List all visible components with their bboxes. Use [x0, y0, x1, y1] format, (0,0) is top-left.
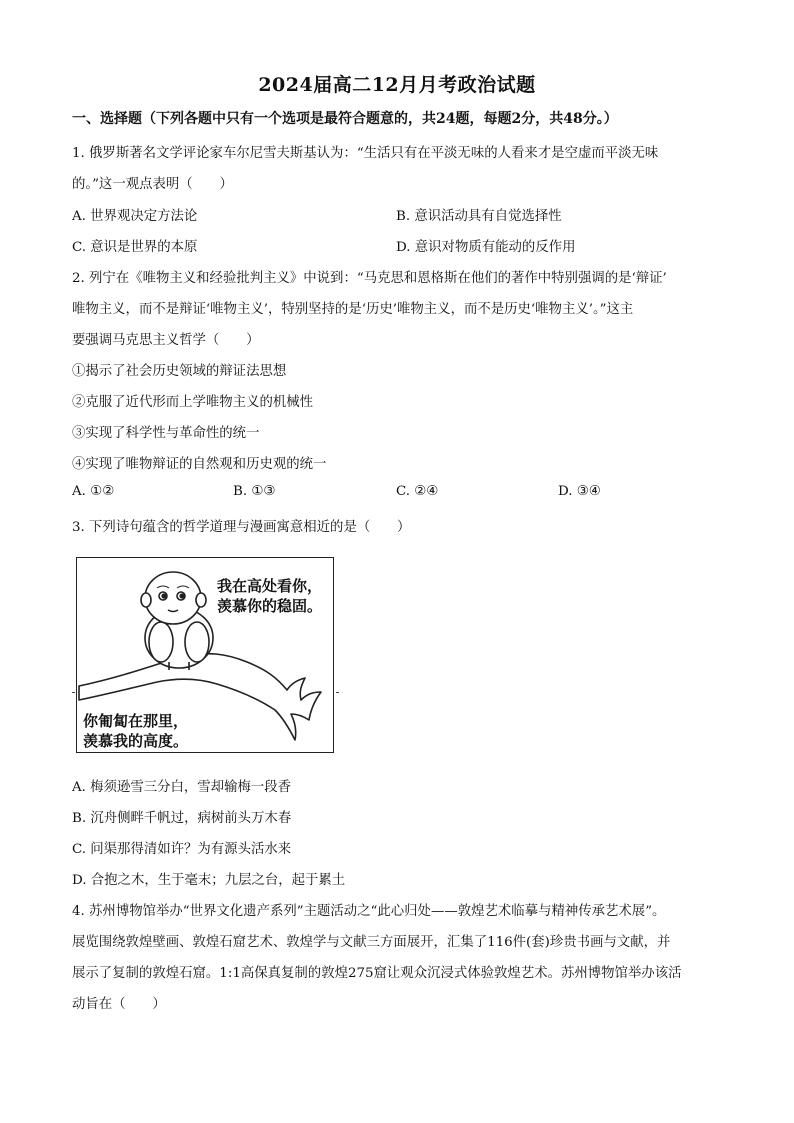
- q3-stem: 3. 下列诗句蕴含的哲学道理与漫画寓意相近的是（ ）: [72, 520, 411, 535]
- q2-option-c: C. ②④: [396, 484, 439, 499]
- q3-option-c: C. 问渠那得清如许？为有源头活水来: [72, 842, 292, 857]
- baby-figure: [141, 572, 213, 670]
- q1-option-c: C. 意识是世界的本原: [72, 240, 198, 255]
- q2-stem-line-3: 要强调马克思主义哲学（ ）: [72, 333, 260, 348]
- q4-stem-line-3: 展示了复制的敦煌石窟。1:1高保真复制的敦煌275窟让观众沉浸式体验敦煌艺术。苏州博物馆举办该活: [72, 966, 682, 981]
- q1-option-a: A. 世界观决定方法论: [72, 209, 198, 224]
- q2-item-3: ③实现了科学性与革命性的统一: [72, 426, 260, 441]
- q1-stem-line-1: 1. 俄罗斯著名文学评论家车尔尼雪夫斯基认为：“生活只有在平淡无味的人看来才是空虚而平淡无味: [72, 146, 659, 161]
- cartoon-top-text-line-2: 羡慕你的稳固。: [217, 597, 323, 615]
- q2-option-d: D. ③④: [558, 484, 601, 499]
- q2-item-4: ④实现了唯物辩证的自然观和历史观的统一: [72, 457, 327, 472]
- q3-option-b: B. 沉舟侧畔千帆过，病树前头万木春: [72, 811, 292, 826]
- q1-option-d: D. 意识对物质有能动的反作用: [396, 240, 576, 255]
- q3-option-d: D. 合抱之木，生于毫末；九层之台，起于累土: [72, 873, 346, 888]
- page-title: 2024届高二12月月考政治试题: [258, 74, 536, 96]
- q2-item-1: ①揭示了社会历史领域的辩证法思想: [72, 364, 287, 379]
- cartoon-right-mark: [336, 692, 339, 693]
- cartoon-bottom-text-line-1: 你匍匐在那里，: [83, 712, 189, 730]
- section-header: 一、选择题（下列各题中只有一个选项是最符合题意的，共24题，每题2分，共48分。）: [72, 111, 618, 127]
- q4-stem-line-1: 4. 苏州博物馆举办“世界文化遗产系列”主题活动之“此心归处——敦煌艺术临摹与精神传承艺术展”。: [72, 904, 666, 919]
- q4-stem-line-4: 动旨在（ ）: [72, 997, 166, 1012]
- q2-stem-line-1: 2. 列宁在《唯物主义和经验批判主义》中说到：“马克思和恩格斯在他们的著作中特别强调的是‘辩证’: [72, 271, 667, 286]
- q4-stem-line-2: 展览围绕敦煌壁画、敦煌石窟艺术、敦煌学与文献三方面展开，汇集了116件(套)珍贵书画与文献，并: [72, 935, 671, 950]
- q3-option-a: A. 梅须逊雪三分白，雪却输梅一段香: [72, 780, 292, 795]
- q2-option-b: B. ①③: [233, 484, 276, 499]
- q2-option-a: A. ①②: [72, 484, 115, 499]
- q1-option-b: B. 意识活动具有自觉选择性: [396, 209, 562, 224]
- cartoon-top-text-line-1: 我在高处看你，: [217, 577, 323, 595]
- cartoon-bottom-text-line-2: 羡慕我的高度。: [83, 732, 189, 750]
- cartoon-left-mark: [72, 692, 75, 693]
- q1-stem-line-2: 的。”这一观点表明（ ）: [72, 177, 233, 192]
- cartoon-image: [76, 557, 334, 753]
- q2-item-2: ②克服了近代形而上学唯物主义的机械性: [72, 395, 314, 410]
- q2-stem-line-2: 唯物主义，而不是辩证‘唯物主义’，特别坚持的是‘历史’唯物主义，而不是历史‘唯物主义’。”这主: [72, 302, 634, 317]
